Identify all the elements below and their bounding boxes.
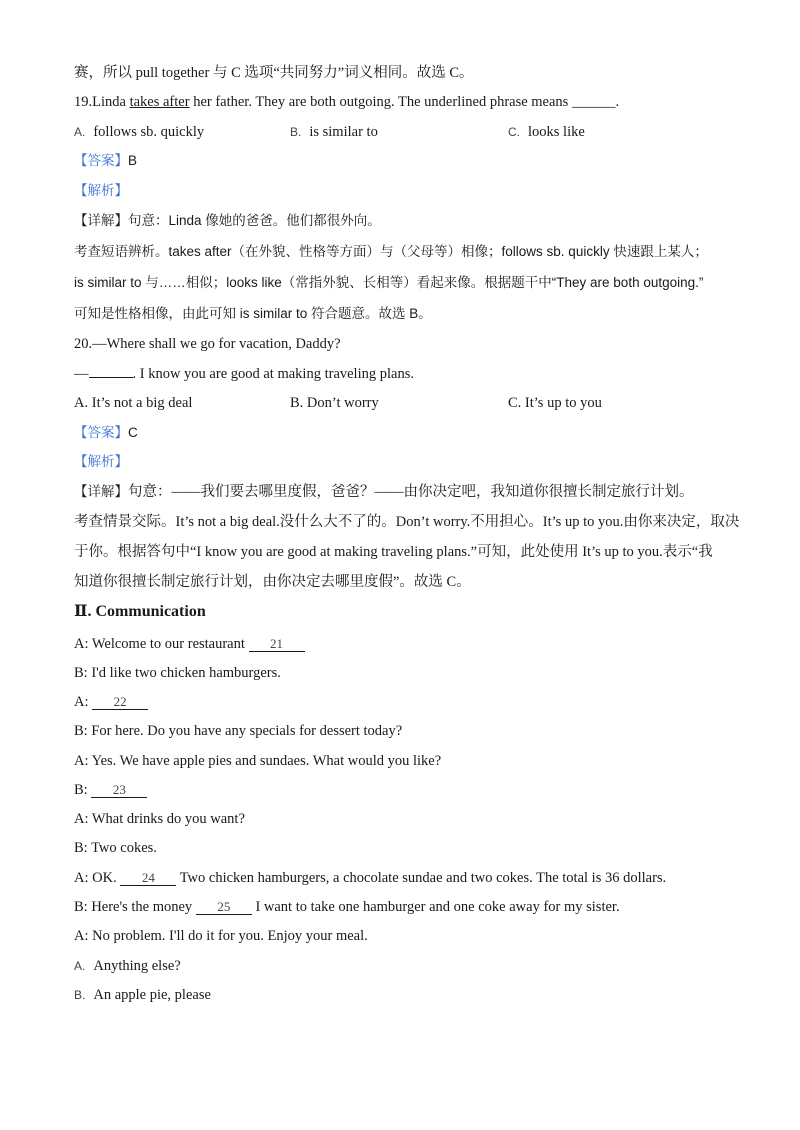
q19-explanation-line-1: 考查短语辨析。takes after（在外貌、性格等方面）与（父母等）相像；follows sb. quickly 快速跟上某人； <box>74 244 708 259</box>
q20-explanation-line-3: 知道你很擅长制定旅行计划，由你决定去哪里度假”。故选 C。 <box>74 574 471 590</box>
question-19 <box>74 93 619 111</box>
q20-explanation-line-2: 于你。根据答句中“I know you are good at making traveling plans.”可知，此处使用 It’s up to you.表示“我 <box>74 544 713 560</box>
q20-answer: 【答案】C <box>74 425 138 440</box>
q19-option-c: C. looks like <box>508 124 585 140</box>
dialogue-line: A: What drinks do you want? <box>74 811 245 827</box>
q19-underlined-phrase: takes after <box>129 94 190 110</box>
dialogue-line: A: Yes. We have apple pies and sundaes. What would you like? <box>74 753 442 769</box>
q19-explanation-line-2: is similar to 与……相似；looks like（常指外貌、长相等）看起来像。根据题干中“They are both outgoing.” <box>74 275 704 290</box>
dialogue-line: B: 23 <box>74 781 147 799</box>
blank-21: 21 <box>249 637 305 652</box>
dialogue-line: A: Welcome to our restaurant 21 <box>74 635 305 653</box>
q19-answer: 【答案】B <box>74 153 138 168</box>
choice-a: A. Anything else? <box>74 958 181 974</box>
dialogue-line: A: OK. 24 Two chicken hamburgers, a chocolate sundae and two cokes. The total is 36 dollars. <box>74 870 667 886</box>
blank-23: 23 <box>91 783 147 798</box>
q19-analysis-tag: 【解析】 <box>74 183 128 198</box>
dialogue-line: B: Here's the money 25 I want to take one hamburger and one coke away for my sister. <box>74 899 620 915</box>
q20-option-b: B. Don’t worry <box>290 395 379 411</box>
q19-explanation-line-3: 可知是性格相像，由此可知 is similar to 符合题意。故选 B。 <box>74 306 432 321</box>
q20-option-a: A. It’s not a big deal <box>74 395 193 411</box>
dialogue-line: B: I'd like two chicken hamburgers. <box>74 665 281 681</box>
q20-reply: — . I know you are good at making traveling plans. <box>74 366 414 382</box>
q20-blank <box>89 377 133 378</box>
dialogue-line: B: For here. Do you have any specials for dessert today? <box>74 723 403 739</box>
q19-detail: 【详解】句意：Linda 像她的爸爸。他们都很外向。 <box>74 213 381 228</box>
choice-b: B. An apple pie, please <box>74 987 211 1003</box>
q20-detail: 【详解】句意：——我们要去哪里度假，爸爸？——由你决定吧，我知道你很擅长制定旅行计划。 <box>74 484 694 500</box>
q19-suffix: her father. They are both outgoing. The underlined phrase means ______. <box>189 94 620 110</box>
blank-25: 25 <box>196 900 252 915</box>
q20-option-c: C. It’s up to you <box>508 395 602 411</box>
dialogue-line: A: No problem. I'll do it for you. Enjoy your meal. <box>74 928 368 944</box>
q20-analysis-tag: 【解析】 <box>74 454 128 469</box>
dialogue-line: B: Two cokes. <box>74 840 157 856</box>
q19-prefix: 19.Linda <box>74 94 130 110</box>
q20-explanation-line-1: 考查情景交际。It’s not a big deal.没什么大不了的。Don’t worry.不用担心。It’s up to you.由你来决定，取决 <box>74 514 740 530</box>
question-20: 20.—Where shall we go for vacation, Daddy? <box>74 336 341 352</box>
continuation-line: 赛，所以 pull together 与 C 选项“共同努力”词义相同。故选 C。 <box>74 65 474 81</box>
q19-option-b: B. is similar to <box>290 124 378 140</box>
blank-22: 22 <box>92 695 148 710</box>
section-heading: Ⅱ. Communication <box>74 603 206 620</box>
dialogue-line: A: 22 <box>74 693 148 711</box>
blank-24: 24 <box>120 871 176 886</box>
q19-option-a: A. follows sb. quickly <box>74 124 205 140</box>
